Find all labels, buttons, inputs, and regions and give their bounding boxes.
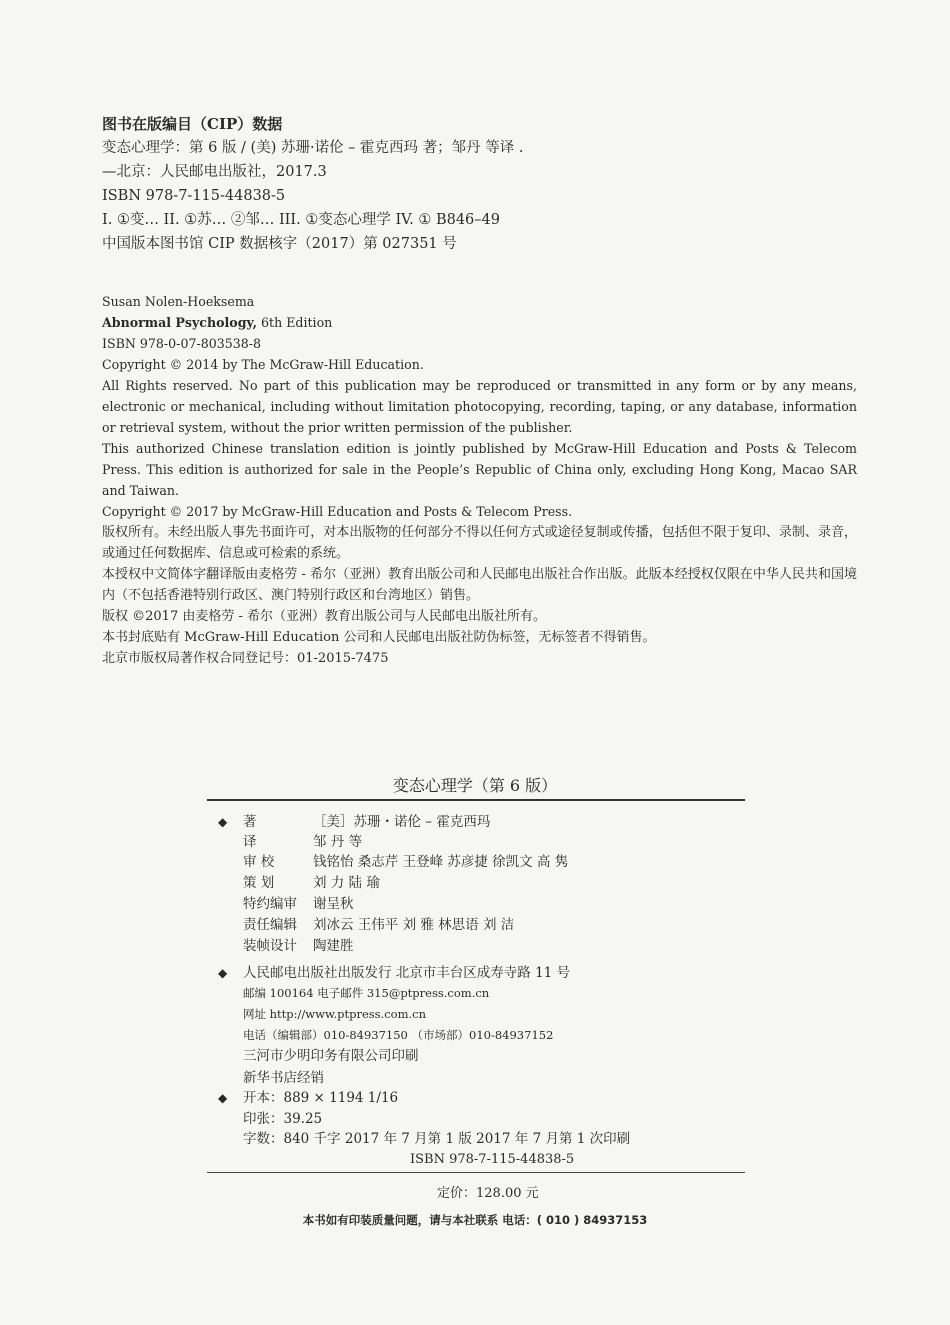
credit-row xyxy=(243,812,490,832)
phone-line: 电话（编辑部）010-84937150 （市场部）010-84937152 xyxy=(243,1028,554,1042)
cip-line: —北京：人民邮电出版社，2017.3 xyxy=(102,164,327,180)
credit-row xyxy=(243,915,514,935)
credit-value: 刘 力 陆 瑜 xyxy=(313,875,380,891)
rights-statement: All Rights reserved. No part of this publication may be reproduced or transmitted in any form or by any means, electronic or mechanical, including without limitation photocopying, recording, taping, or any database, information or retrieval system, without the prior written permission of the publisher. xyxy=(102,378,857,435)
credit-value: 邹 丹 等 xyxy=(313,834,363,850)
credit-row xyxy=(243,936,354,956)
authorization-zh: 本授权中文简体字翻译版由麦格劳 - 希尔（亚洲）教育出版公司和人民邮电出版社合作出版。此版本经授权仅限在中华人民共和国境内（不包括香港特别行政区、澳门特别行政区和台湾地区）销售。 xyxy=(102,567,857,603)
copyright-translation: Copyright © 2017 by McGraw-Hill Education and Posts & Telecom Press. xyxy=(102,504,573,519)
website-line: 网址 http://www.ptpress.com.cn xyxy=(243,1007,426,1021)
credit-label: 特约编审 xyxy=(243,896,297,912)
cip-line: 变态心理学：第 6 版 / (美) 苏珊·诺伦 – 霍克西玛 著；邹丹 等译 . xyxy=(102,140,524,156)
diamond-bullet: ◆ xyxy=(218,1091,228,1105)
format-line: 开本：889 × 1194 1/16 xyxy=(243,1090,399,1106)
colophon-isbn: ISBN 978-7-115-44838-5 xyxy=(410,1152,575,1167)
original-edition: 6th Edition xyxy=(257,315,333,330)
printer-line: 三河市少明印务有限公司印刷 xyxy=(243,1048,419,1064)
credit-row xyxy=(243,832,362,852)
credit-value: 刘冰云 王伟平 刘 雅 林思语 刘 洁 xyxy=(313,917,515,933)
credit-row xyxy=(243,852,568,872)
cip-line: 中国版本图书馆 CIP 数据核字（2017）第 027351 号 xyxy=(102,236,457,252)
credit-label: 著 xyxy=(243,814,257,830)
diamond-bullet: ◆ xyxy=(218,966,228,980)
original-title xyxy=(102,312,857,333)
credit-row xyxy=(243,873,380,893)
copyright-original: Copyright © 2014 by The McGraw-Hill Education. xyxy=(102,357,424,372)
credit-value: 谢呈秋 xyxy=(313,896,354,912)
credit-label: 策 划 xyxy=(243,875,275,891)
credit-row xyxy=(243,894,354,914)
top-rule xyxy=(207,799,745,801)
credit-value: 陶建胜 xyxy=(313,938,354,954)
credit-label: 审 校 xyxy=(243,854,275,870)
price-line: 定价：128.00 元 xyxy=(437,1186,539,1201)
rights-block xyxy=(102,291,857,669)
original-isbn: ISBN 978-0-07-803538-8 xyxy=(102,336,262,351)
postcode-email: 邮编 100164 电子邮件 315@ptpress.com.cn xyxy=(243,986,490,1000)
credit-label: 责任编辑 xyxy=(243,917,297,933)
authorized-edition: This authorized Chinese translation edition is jointly published by McGraw-Hill Education and Posts & Telecom Press. This edition is authorized for sale in the People’s Republic of China only, excluding Hong Kong, Macao SAR and Taiwan. xyxy=(102,441,857,498)
credit-value: ［美］苏珊・诺伦 – 霍克西玛 xyxy=(313,814,491,830)
publisher-line: 人民邮电出版社出版发行 北京市丰台区成寿寺路 11 号 xyxy=(243,965,571,981)
original-author: Susan Nolen-Hoeksema xyxy=(102,294,255,309)
anti-counterfeit-note: 本书封底贴有 McGraw-Hill Education 公司和人民邮电出版社防伪标签，无标签者不得销售。 xyxy=(102,630,656,645)
rights-zh: 版权所有。未经出版人事先书面许可，对本出版物的任何部分不得以任何方式或途径复制或传播，包括但不限于复印、录制、录音，或通过任何数据库、信息或可检索的系统。 xyxy=(102,525,857,561)
bottom-rule xyxy=(207,1172,745,1173)
distributor-line: 新华书店经销 xyxy=(243,1070,324,1086)
original-title-bold: Abnormal Psychology, xyxy=(102,315,258,330)
credit-label: 译 xyxy=(243,834,257,850)
credit-value: 钱铭怡 桑志芹 王登峰 苏彦捷 徐凯文 高 隽 xyxy=(313,854,569,870)
colophon-title: 变态心理学（第 6 版） xyxy=(392,776,558,795)
copyright-zh: 版权 ©2017 由麦格劳 - 希尔（亚洲）教育出版公司与人民邮电出版社所有。 xyxy=(102,609,547,624)
credit-label: 装帧设计 xyxy=(243,938,297,954)
quality-contact-footer: 本书如有印装质量问题，请与本社联系 电话：( 010 ) 84937153 xyxy=(302,1213,648,1227)
diamond-bullet: ◆ xyxy=(218,815,228,829)
cip-block xyxy=(102,112,802,256)
cip-heading: 图书在版编目（CIP）数据 xyxy=(102,115,283,133)
words-edition-line: 字数：840 千字 2017 年 7 月第 1 版 2017 年 7 月第 1 次印刷 xyxy=(243,1131,631,1147)
cip-line: ISBN 978-7-115-44838-5 xyxy=(102,188,286,204)
registration-number: 北京市版权局著作权合同登记号：01-2015-7475 xyxy=(102,651,389,666)
cip-line: I. ①变… II. ①苏… ②邹… III. ①变态心理学 IV. ① B846–49 xyxy=(102,212,500,228)
sheets-line: 印张：39.25 xyxy=(243,1111,323,1127)
